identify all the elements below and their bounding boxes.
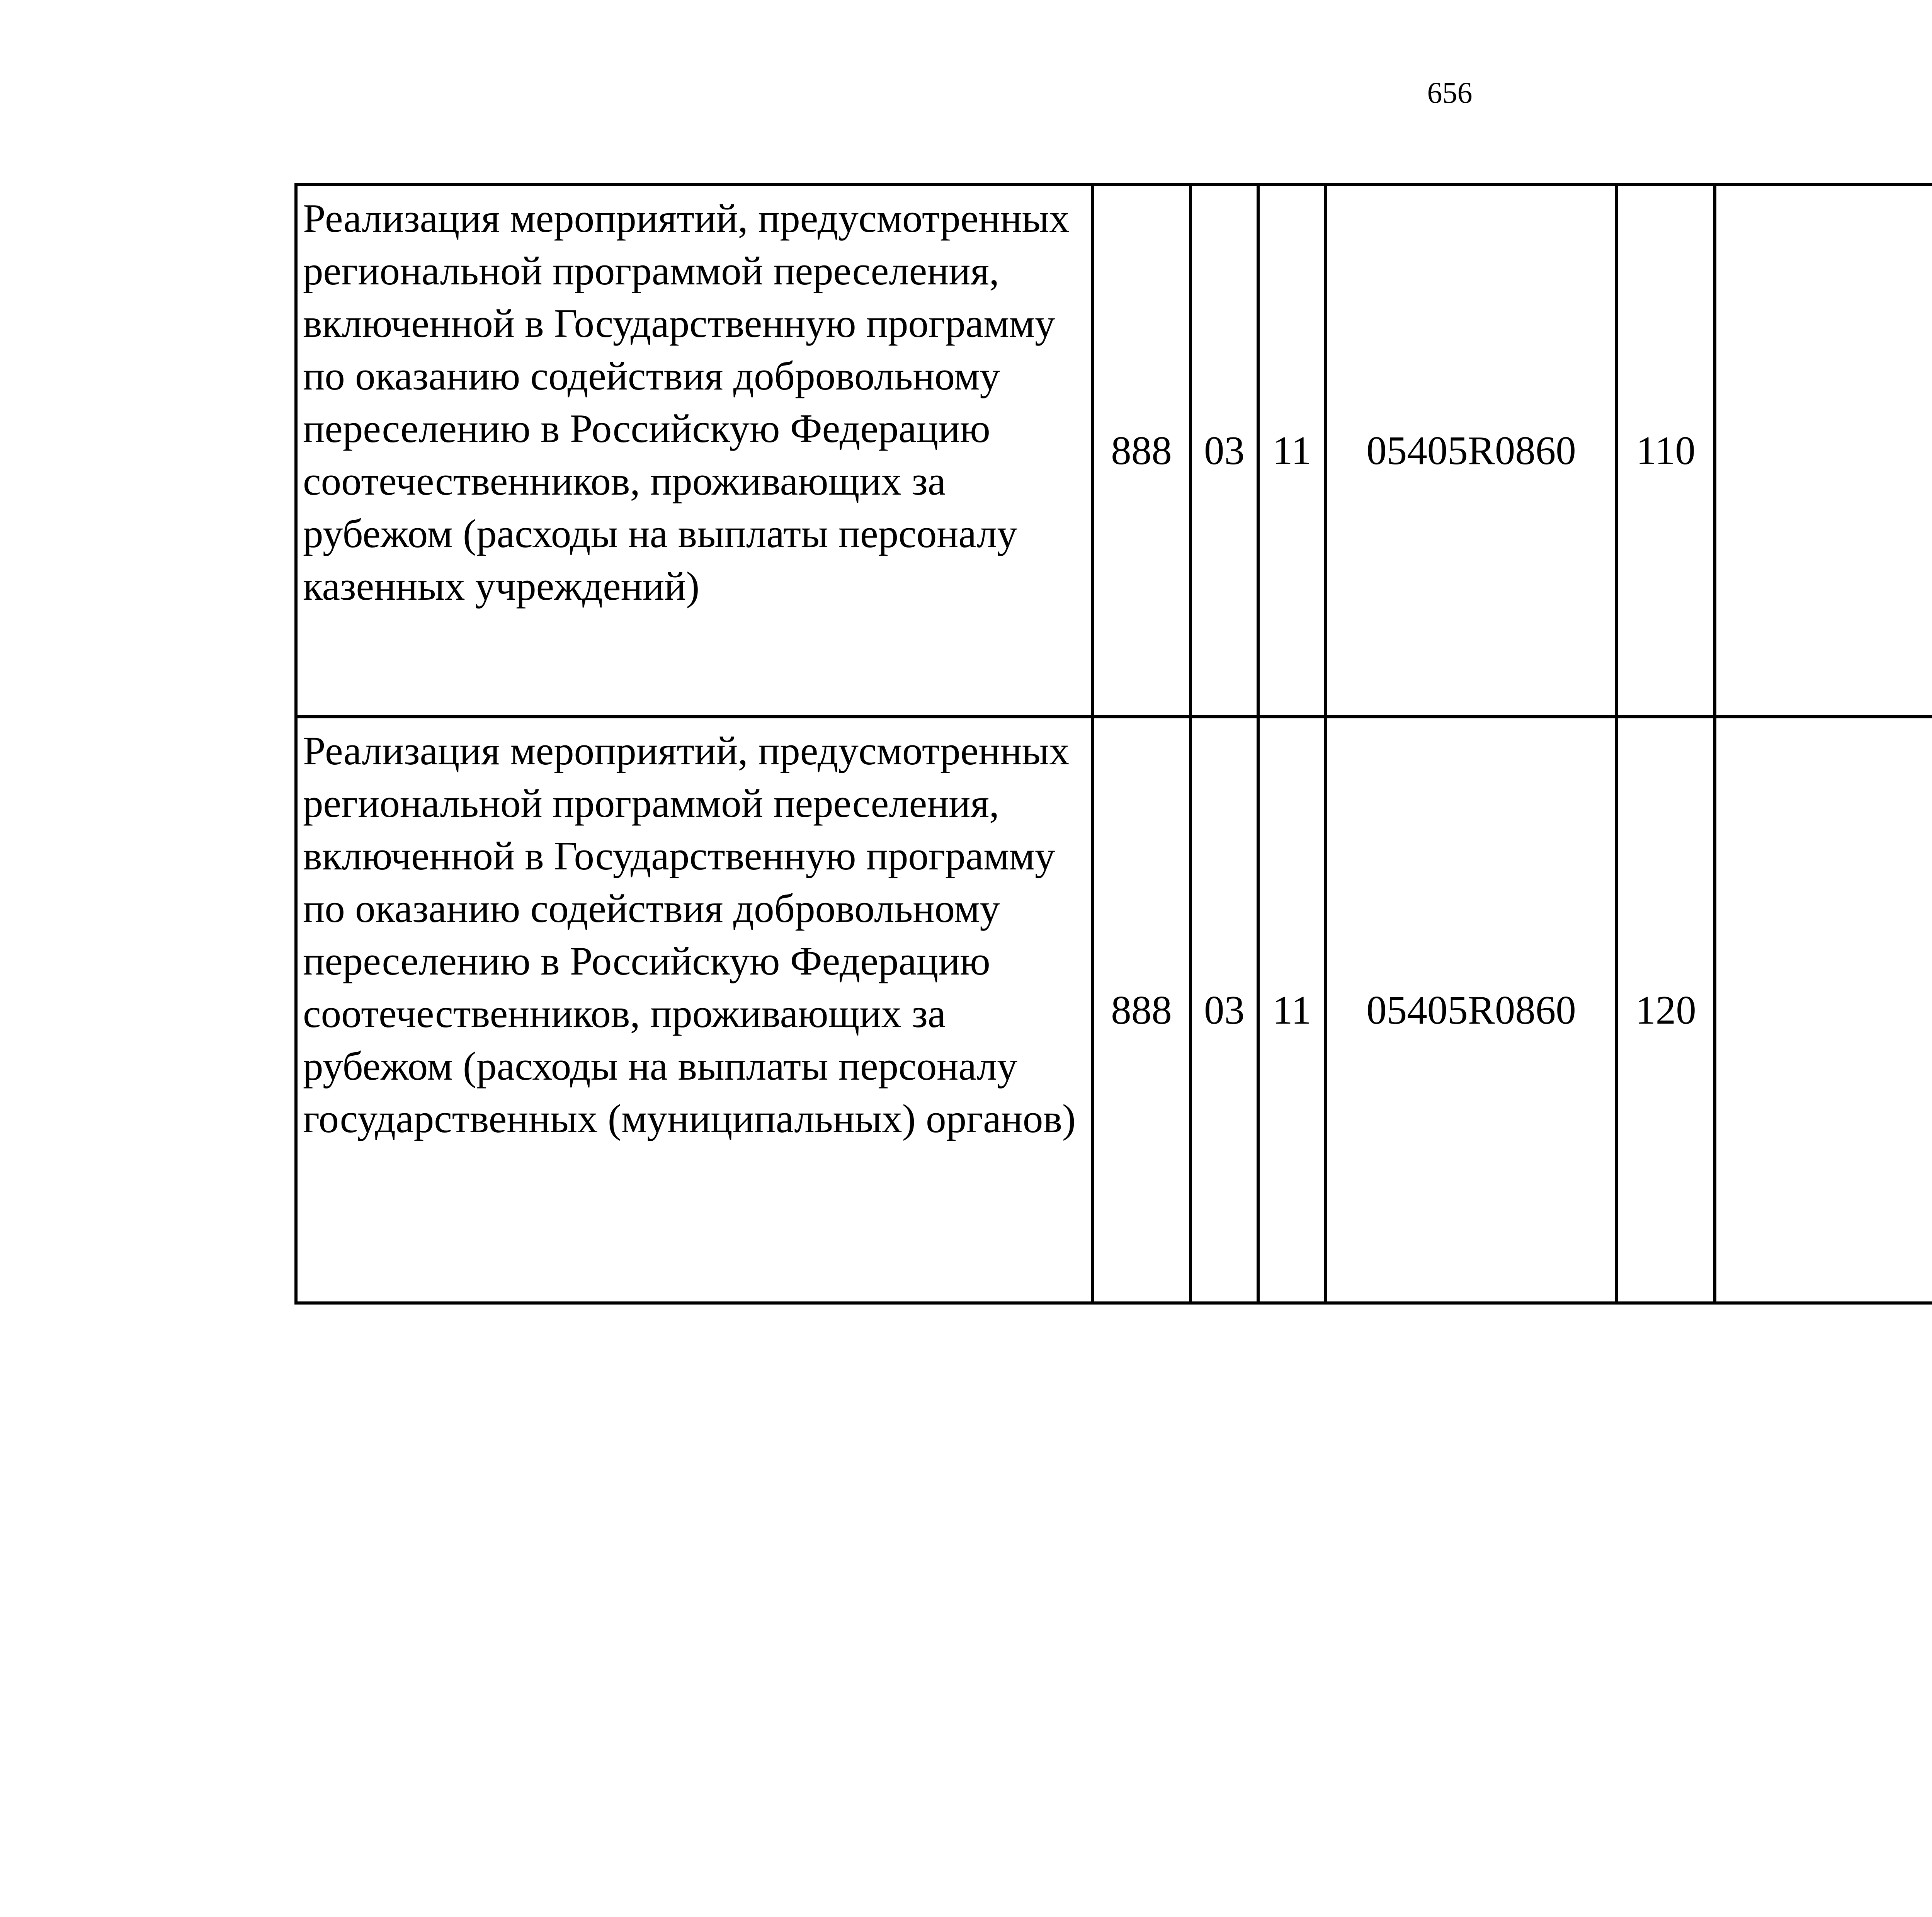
- expense-type-code: 110: [1617, 184, 1715, 717]
- ministry-code: 888: [1092, 717, 1190, 1303]
- expense-type-code: 120: [1617, 717, 1715, 1303]
- page-number: 656: [1427, 76, 1473, 109]
- subsection-code: 11: [1258, 184, 1326, 717]
- budget-table: [294, 183, 1932, 1305]
- section-code: 03: [1190, 717, 1258, 1303]
- target-article-code: 05405R0860: [1326, 717, 1617, 1303]
- row-description: Реализация мероприятий, предусмотренных региональной программой переселения, включенной в Государственную программу по оказанию содействия добровольному переселению в Российскую Федерацию соотечественников, проживающих за рубежом (расходы на выплаты персоналу казенных учреждений): [296, 184, 1092, 717]
- table-row: [296, 184, 1932, 717]
- subsection-code: 11: [1258, 717, 1326, 1303]
- row-description: Реализация мероприятий, предусмотренных региональной программой переселения, включенной в Государственную программу по оказанию содействия добровольному переселению в Российскую Федерацию соотечественников, проживающих за рубежом (расходы на выплаты персоналу государственных (муниципальных) органов): [296, 717, 1092, 1303]
- amount-cell-1: [1715, 717, 1932, 1303]
- table-row: [296, 717, 1932, 1303]
- section-code: 03: [1190, 184, 1258, 717]
- target-article-code: 05405R0860: [1326, 184, 1617, 717]
- ministry-code: 888: [1092, 184, 1190, 717]
- amount-cell-1: [1715, 184, 1932, 717]
